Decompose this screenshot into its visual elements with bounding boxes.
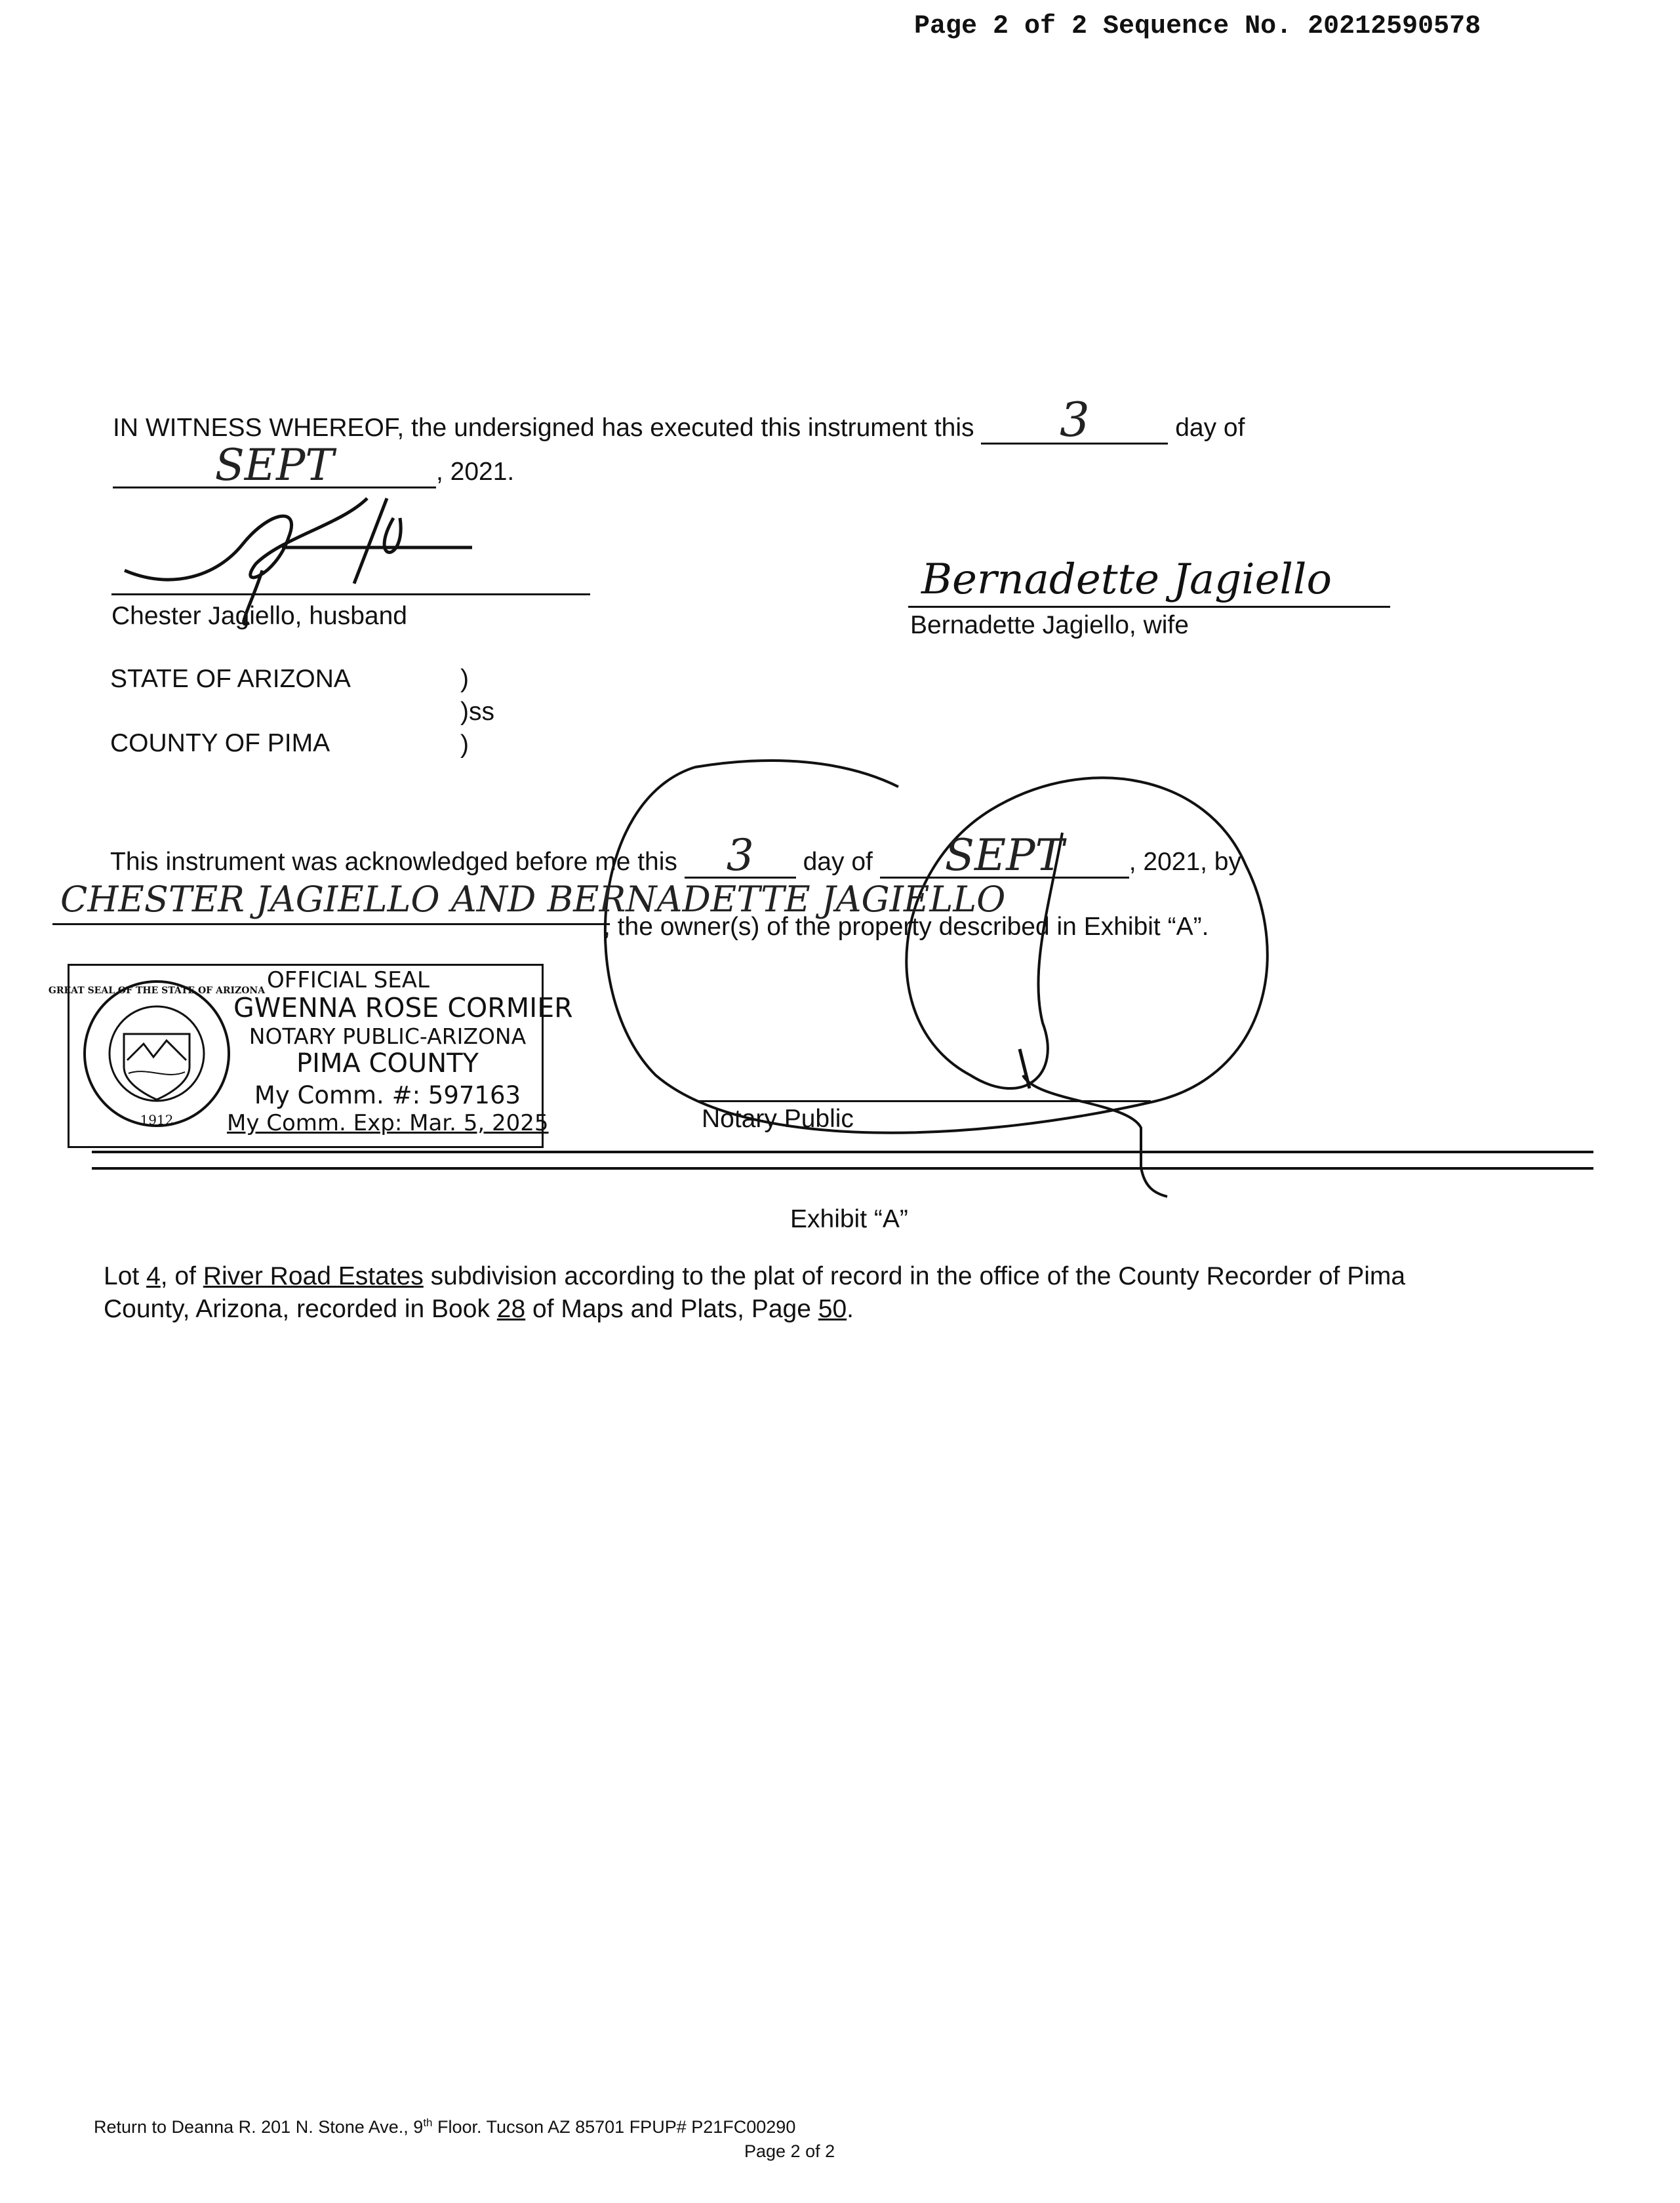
exhibit-page: 50 <box>818 1295 847 1323</box>
notary-signature-line <box>698 1100 1151 1102</box>
ack-names-line <box>52 923 610 925</box>
seal-title: OFFICIAL SEAL <box>267 967 430 993</box>
ack-prefix: This instrument was acknowledged before me this <box>110 848 677 876</box>
footer-return-a: Return to Deanna R. 201 N. Stone Ave., 9 <box>94 2117 424 2137</box>
seal-commission-expiry: My Comm. Exp: Mar. 5, 2025 <box>227 1110 549 1136</box>
page-sequence-header: Page 2 of 2 Sequence No. 20212590578 <box>914 12 1481 41</box>
wife-label: Bernadette Jagiello, wife <box>910 611 1189 639</box>
exhibit-line2-a: County, Arizona, recorded in Book <box>104 1295 497 1323</box>
ack-day-of: day of <box>803 848 873 876</box>
venue-ss: )ss <box>460 698 494 726</box>
footer-page-number: Page 2 of 2 <box>744 2141 835 2161</box>
ack-day-handwritten: 3 <box>726 830 754 881</box>
footer-return-sup: th <box>423 2116 433 2129</box>
exhibit-heading: Exhibit “A” <box>790 1205 908 1233</box>
section-divider-top <box>92 1151 1593 1153</box>
acknowledgment-line-1 <box>110 830 1241 881</box>
exhibit-book: 28 <box>496 1295 526 1323</box>
footer-return-address <box>94 2116 795 2137</box>
exhibit-line2-b: of Maps and Plats, Page <box>525 1295 818 1323</box>
notary-seal <box>48 964 573 1148</box>
exhibit-description-line-2 <box>104 1295 854 1324</box>
witness-year: , 2021. <box>436 458 515 486</box>
notary-public-label: Notary Public <box>702 1105 854 1133</box>
ack-day-blank <box>685 830 796 881</box>
venue-paren-bottom: ) <box>460 730 469 759</box>
ack-names-handwritten: CHESTER JAGIELLO AND BERNADETTE JAGIELLO <box>60 879 1006 920</box>
venue-paren-top: ) <box>460 665 469 693</box>
notary-signature-tick <box>1020 1049 1030 1088</box>
witness-day-of: day of <box>1175 414 1245 442</box>
witness-month-handwritten: SEPT <box>214 440 334 490</box>
seal-year: 1912 <box>140 1112 174 1128</box>
section-divider-bottom <box>92 1167 1593 1170</box>
exhibit-lot-word: Lot <box>104 1262 147 1290</box>
exhibit-subdivision: River Road Estates <box>203 1262 424 1290</box>
footer-return-b: Floor. Tucson AZ 85701 FPUP# P21FC00290 <box>432 2117 796 2137</box>
seal-commission-number: My Comm. #: 597163 <box>254 1081 521 1109</box>
seal-ring-text: GREAT SEAL OF THE STATE OF ARIZONA <box>48 985 266 996</box>
ack-month-handwritten: SEPT <box>944 830 1064 881</box>
seal-role: NOTARY PUBLIC-ARIZONA <box>249 1023 527 1049</box>
exhibit-lot-number: 4 <box>146 1262 161 1290</box>
exhibit-of-text: , of <box>160 1262 203 1290</box>
husband-label: Chester Jagiello, husband <box>111 602 407 630</box>
seal-notary-name: GWENNA ROSE CORMIER <box>233 992 573 1023</box>
venue-state: STATE OF ARIZONA <box>110 665 351 693</box>
ack-suffix: , the owner(s) of the property described in Exhibit “A”. <box>603 913 1209 941</box>
witness-prefix: IN WITNESS WHEREOF, the undersigned has executed this instrument this <box>113 414 974 442</box>
seal-county: PIMA COUNTY <box>296 1048 479 1079</box>
venue-county: COUNTY OF PIMA <box>110 729 330 757</box>
witness-day-handwritten: 3 <box>1059 392 1090 447</box>
exhibit-description-line-1 <box>104 1262 1405 1291</box>
wife-signature: Bernadette Jagiello <box>921 555 1332 604</box>
exhibit-line2-end: . <box>847 1295 854 1323</box>
ack-year-by: , 2021, by <box>1129 848 1241 876</box>
ack-month-blank <box>880 830 1129 881</box>
exhibit-line1-rest: subdivision according to the plat of record in the office of the County Recorder of Pima <box>423 1262 1406 1290</box>
